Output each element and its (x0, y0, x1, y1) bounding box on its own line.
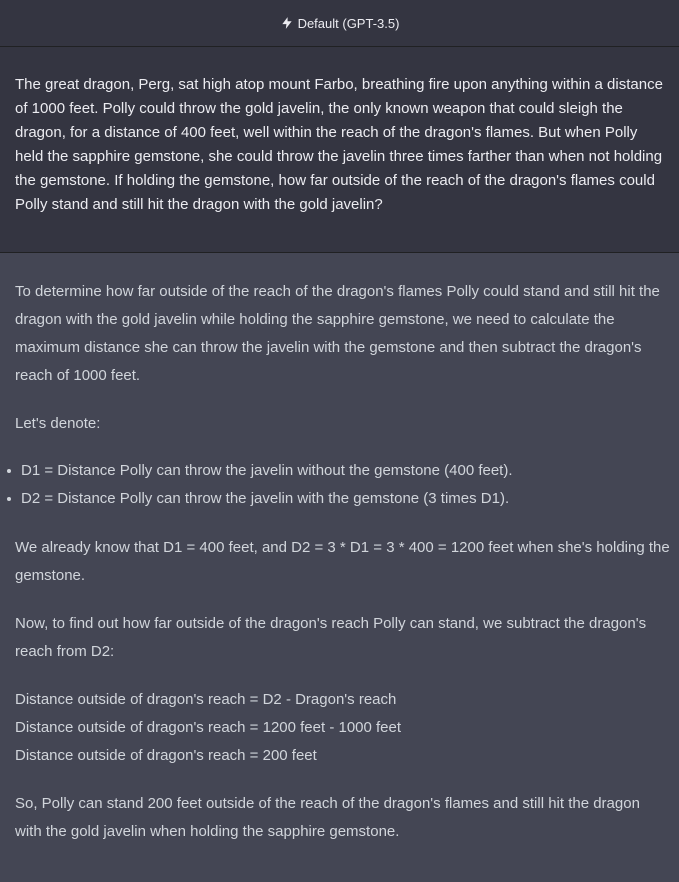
list-item (0, 485, 670, 513)
assistant-paragraph-subtract: Now, to find out how far outside of the dragon's reach Polly can stand, we subtract the dragon's reach from D2: (15, 615, 647, 660)
calculation-line: Distance outside of dragon's reach = D2 - Dragon's reach (15, 691, 397, 708)
bullet-dot-icon (7, 469, 11, 473)
list-item-text: D2 = Distance Polly can throw the javelin with the gemstone (3 times D1). (21, 490, 510, 507)
assistant-paragraph-known: We already know that D1 = 400 feet, and D2 = 3 * D1 = 3 * 400 = 1200 feet when she's holding the gemstone. (15, 539, 670, 584)
assistant-message (0, 253, 679, 882)
definition-list (0, 457, 670, 513)
assistant-paragraph-intro: To determine how far outside of the reach of the dragon's flames Polly could stand and still hit the dragon with the gold javelin while holding the sapphire gemstone, we need to calculate the maximum distance she can throw the javelin with the gemstone and then subtract the dragon's reach of 1000 feet. (15, 283, 660, 384)
list-item (0, 457, 670, 485)
assistant-paragraph-conclusion: So, Polly can stand 200 feet outside of the reach of the dragon's flames and still hit the dragon with the gold javelin when holding the sapphire gemstone. (15, 795, 640, 840)
model-label: Default (GPT-3.5) (297, 15, 400, 31)
assistant-paragraph-denote: Let's denote: (15, 415, 101, 432)
user-message-text: The great dragon, Perg, sat high atop mount Farbo, breathing fire upon anything within a distance of 1000 feet. Polly could throw the gold javelin, the only known weapon that could sleigh the dragon, for a distance of 400 feet, well within the reach of the dragon's flames. But when Polly held the sapphire gemstone, she could throw the javelin three times farther than when not holding the gemstone. If holding the gemstone, how far outside of the reach of the dragon's flames could Polly stand and still hit the dragon with the gold javelin? (15, 76, 663, 213)
bullet-dot-icon (7, 497, 11, 501)
calculation-line: Distance outside of dragon's reach = 1200 feet - 1000 feet (15, 719, 402, 736)
calculation-block (15, 686, 670, 770)
list-item-text: D1 = Distance Polly can throw the javelin without the gemstone (400 feet). (21, 462, 513, 479)
lightning-bolt-icon (280, 16, 294, 30)
calculation-line: Distance outside of dragon's reach = 200 feet (15, 747, 317, 764)
user-message (0, 47, 679, 253)
model-header[interactable] (0, 0, 679, 47)
